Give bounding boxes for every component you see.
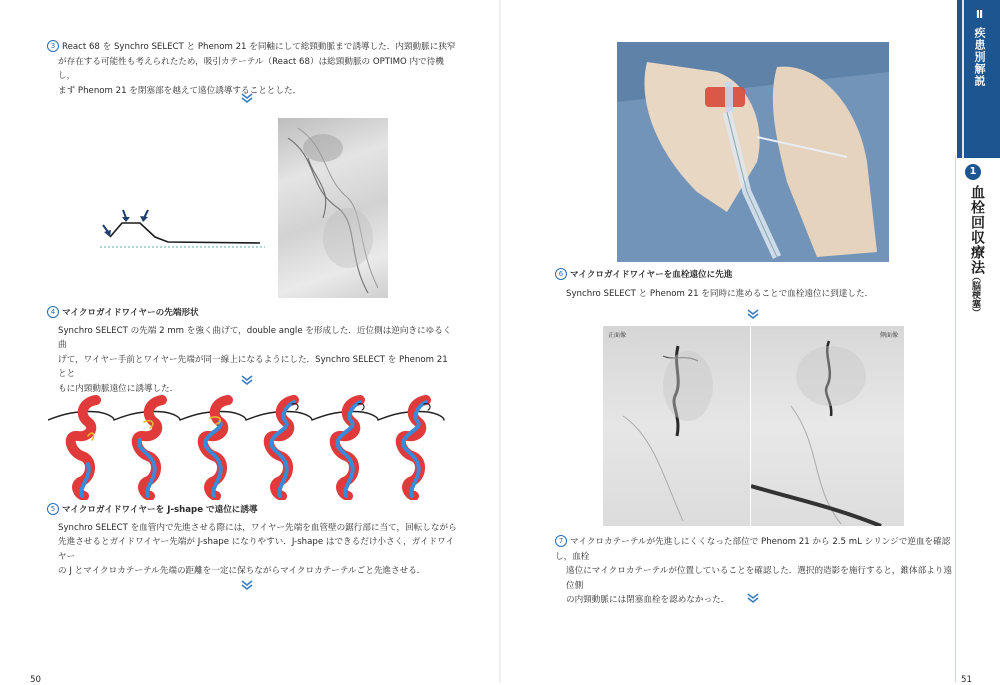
procedure-photo [617,42,889,262]
step-line: が存在する可能性も考えられたため，吸引カテーテル（React 68）は総頸動脈の OPTIMO 内で待機し， [58,56,444,81]
sidebar-divider [955,155,956,683]
angiogram-lateral [751,326,904,526]
angiogram-label: 正面像 [608,332,627,339]
left-page [0,0,500,683]
vessel-panel [312,400,378,496]
chevron-down-icon [241,580,253,590]
step-number: 5 [47,503,59,515]
page-number: 51 [961,675,972,685]
step-line: げて，ワイヤー手前とワイヤー先端が同一線上になるようにした．Synchro SELECT を Phenom 21 とと [58,354,448,379]
chapter-number-badge: 1 [965,164,981,180]
chevron-down-icon [241,93,253,103]
section-tab [957,0,1000,158]
chapter-title: 血栓回収療法 [969,185,985,275]
step-number: 6 [555,268,567,280]
chevron-down-icon [747,309,759,319]
vessel-navigation-illustration [48,392,458,500]
step-number: 4 [47,306,59,318]
step-line: 遠位にマイクロカテーテルが位置していることを確認した．選択的造影を施行すると，錐体部より遠位側 [566,566,952,591]
step-3 [47,40,457,98]
step-5 [47,503,457,579]
step-line: Synchro SELECT と Phenom 21 を同時に進めることで血栓遠位に到達した． [566,288,874,299]
angiogram-frontal [603,326,750,526]
wire-shape-diagram [100,205,270,255]
fluoroscopy-image [278,118,388,298]
vessel-panel [180,392,246,496]
step-line: Synchro SELECT を血管内で先進させる際には，ワイヤー先端を血管壁の鋸行部に当て，回転しながら [58,522,457,533]
step-line: React 68 を Synchro SELECT と Phenom 21 を同軸にして総頸動脈まで誘導した．内頸動脈に狭窄 [62,42,456,52]
vessel-panel [114,392,180,496]
right-page [500,0,1000,683]
page-number: 50 [30,675,41,685]
chevron-down-icon [241,375,253,385]
step-heading: マイクロガイドワイヤーを J-shape で遠位に誘導 [62,505,258,515]
tab-accent-line [962,0,964,158]
step-line: の J とマイクロカテーテル先端の距離を一定に保ちながらマイクロカテーテルごと先進させる． [58,566,426,576]
vessel-panel [378,400,444,496]
step-line: Synchro SELECT の先端 2 mm を強く曲げて，double angle を形成した．近位側は逆向きにゆるく曲 [58,325,452,350]
step-heading: マイクロガイドワイヤーを血栓遠位に先進 [570,270,733,280]
step-line: もに内頸動脈遠位に誘導した． [58,383,179,394]
step-line: 先進させるとガイドワイヤー先端が J-shape になりやすい．J-shape はできるだけ小さく，ガイドワイヤー [58,537,455,562]
vessel-panel [48,392,114,496]
step-6 [555,268,935,301]
step-heading: マイクロガイドワイヤーの先端形状 [62,308,199,318]
chapter-subtitle: （脳梗塞） [970,272,980,317]
step-number: 7 [555,535,567,547]
chevron-down-icon [747,593,759,603]
step-line: まず Phenom 21 を閉塞部を越えて遠位誘導することとした． [58,85,302,96]
step-line: の内頸動脈には閉塞血栓を認めなかった． [566,595,730,605]
step-line: マイクロカテーテルが先進しにくくなった部位で Phenom 21 から 2.5 mL シリンジで逆血を確認し，血栓 [555,537,951,562]
vessel-panel [246,400,312,496]
angiogram-label: 側面像 [879,332,898,339]
step-number: 3 [47,40,59,52]
section-tab-label: Ⅱ 疾患別解説 [973,8,986,87]
